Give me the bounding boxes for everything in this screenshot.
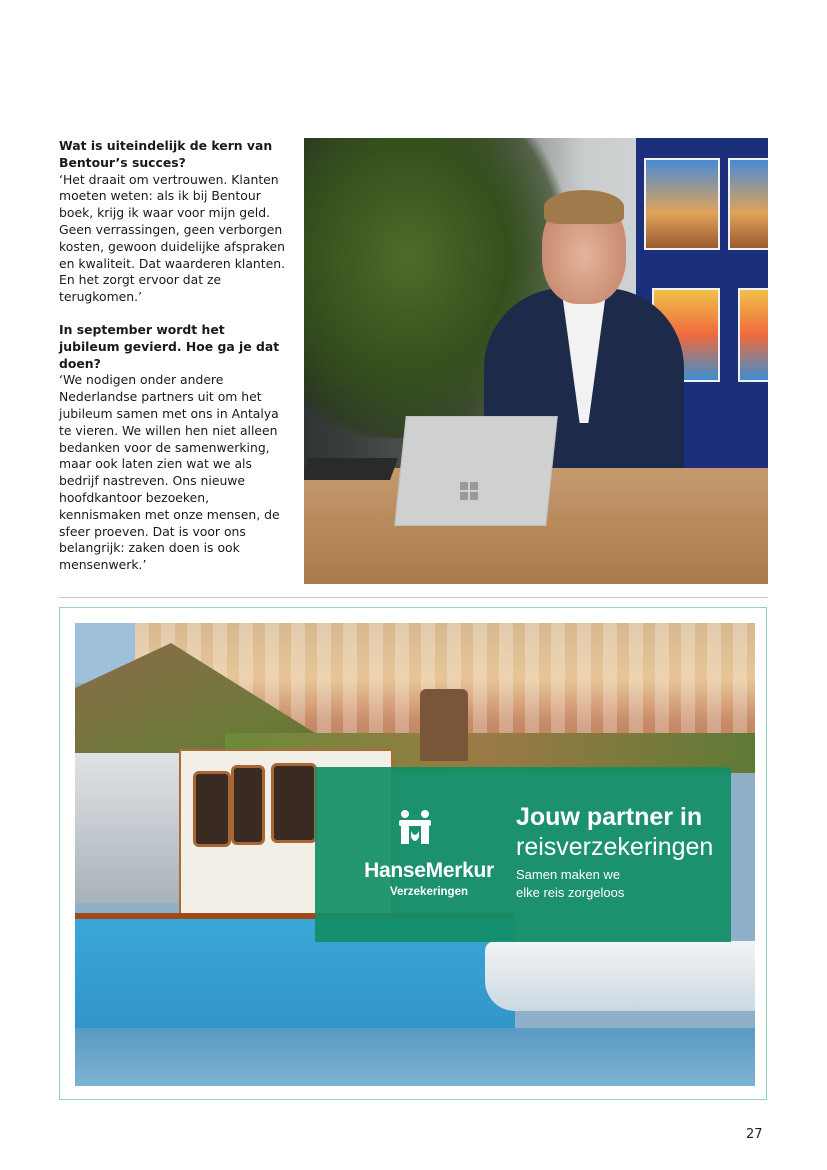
article-text: [59, 138, 287, 574]
hansemerkur-ad-box: [315, 767, 731, 942]
answer-1: ‘Het draait om vertrouwen. Klanten moeten weten: als ik bij Bentour boek, krijg ik waar voor mijn geld. Geen verrassingen, geen verborgen kosten, gewoon duidelijke afspraken en kwaliteit. Dat waarderen klanten. En het zorgt ervoor dat ze terugkomen.’: [59, 171, 286, 305]
ad-headline-light: reisverzekeringen: [516, 833, 714, 861]
office-portrait-photo: [304, 138, 768, 584]
hansemerkur-logo-icon: [397, 809, 433, 849]
ad-tagline-line-1: Samen maken we: [516, 867, 621, 882]
ad-brand-subtitle: Verzekeringen: [390, 886, 468, 898]
question-1: Wat is uiteindelijk de kern van Bentour’s succes?: [59, 138, 273, 170]
ad-headline-bold: Jouw partner in: [516, 803, 703, 831]
windows-logo-icon: [460, 482, 478, 500]
answer-2: ‘We nodigen onder andere Nederlandse partners uit om het jubileum samen met ons in Antalya te vieren. We willen hen niet alleen bedanken voor de samenwerking, maar ook laten zien wat we als bedrijf nastreven. Ons nieuwe hoofdkantoor bezoeken, kennismaken met onze mensen, de sfeer proeven. Dat is voor ons belangrijk: zaken doen is ook mensenwerk.’: [59, 372, 280, 573]
page-number: 27: [746, 1127, 763, 1142]
ad-tagline-line-2: elke reis zorgeloos: [516, 885, 625, 900]
section-divider: [59, 597, 768, 598]
ad-brand-name: HanseMerkur: [364, 859, 494, 882]
question-2: In september wordt het jubileum gevierd. Hoe ga je dat doen?: [59, 321, 280, 371]
